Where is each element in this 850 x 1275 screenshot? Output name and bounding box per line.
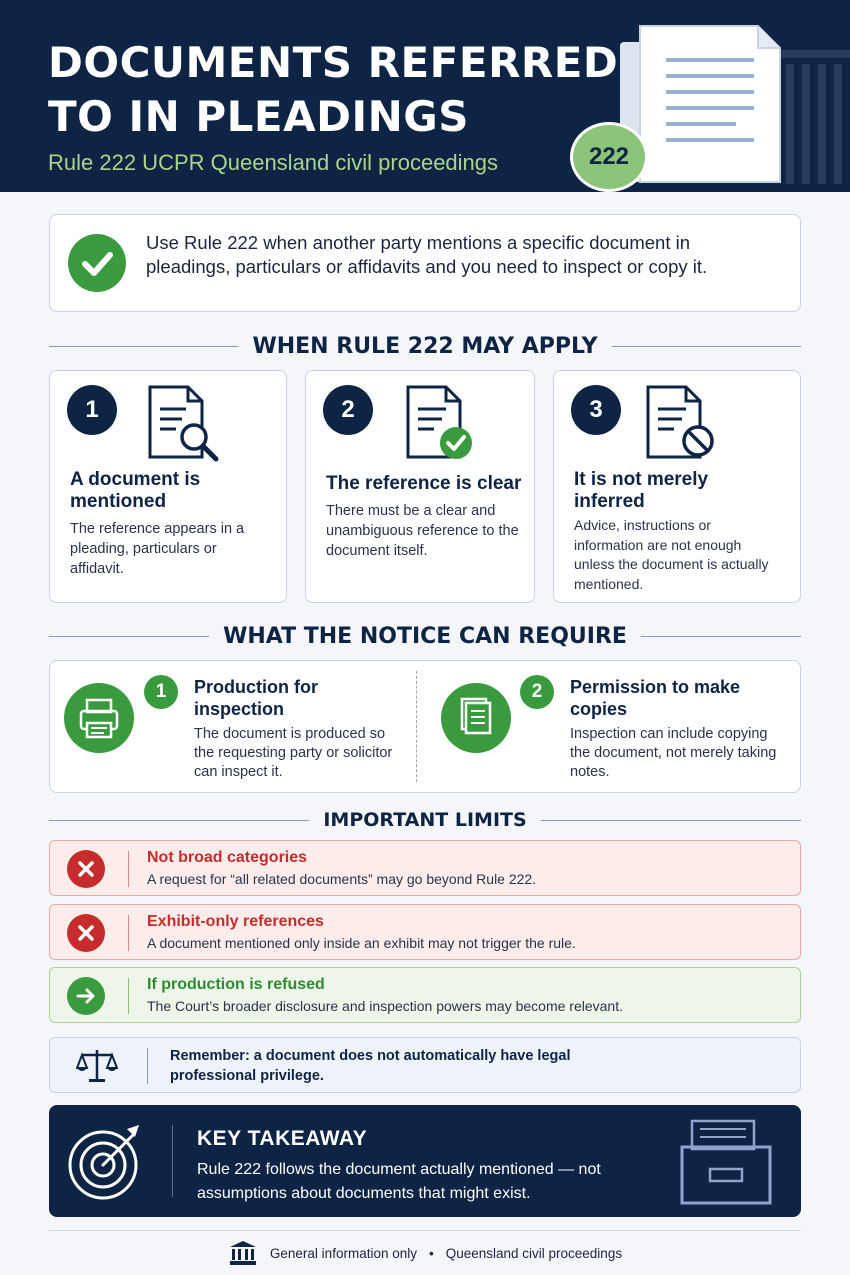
- footer-left-text: General information only: [269, 1245, 417, 1261]
- limit-item-2: [49, 904, 801, 960]
- notice-number-1: 1: [144, 675, 178, 709]
- card-number: 3: [571, 385, 621, 435]
- title-line-2: TO IN PLEADINGS: [48, 92, 469, 141]
- page-title: [48, 36, 618, 144]
- limit-title: Not broad categories: [147, 849, 308, 866]
- notice-title-2: Permission to make copies: [570, 677, 741, 719]
- card-desc: Advice, instructions or information are not enough unless the document is actually mentioned.: [574, 517, 769, 592]
- intro-box: [49, 214, 801, 312]
- limit-title: Exhibit-only references: [147, 913, 324, 930]
- limit-item-1: [49, 840, 801, 896]
- remember-box: [49, 1037, 801, 1093]
- header-banner: [0, 0, 850, 192]
- notice-box: [49, 660, 801, 793]
- notice-desc-1: The document is produced so the requesting party or solicitor can inspect it.: [194, 726, 393, 780]
- rule-badge: 222: [570, 122, 648, 192]
- when-card-2: [305, 370, 535, 603]
- card-title: A document is mentioned: [70, 469, 201, 512]
- footer: [0, 1238, 850, 1268]
- takeaway-text: Rule 222 follows the document actually mentioned — not assumptions about documents that might exist.: [197, 1161, 601, 1202]
- notice-heading-label: WHAT THE NOTICE CAN REQUIRE: [223, 623, 627, 649]
- key-takeaway-box: [49, 1105, 801, 1217]
- notice-section-heading: [49, 621, 801, 651]
- when-section-heading: [49, 331, 801, 361]
- card-desc: There must be a clear and unambiguous reference to the document itself.: [326, 503, 519, 559]
- page-subtitle: Rule 222 UCPR Queensland civil proceedings: [48, 150, 499, 175]
- scales-icon: [76, 1046, 118, 1086]
- notice-desc-2: Inspection can include copying the document, not merely taking notes.: [570, 726, 777, 780]
- card-desc: The reference appears in a pleading, particulars or affidavit.: [70, 521, 245, 577]
- target-icon: [65, 1121, 147, 1203]
- footer-divider: [49, 1230, 801, 1231]
- arrow-right-icon: [67, 977, 105, 1015]
- footer-right-text: Queensland civil proceedings: [445, 1245, 623, 1261]
- document-prohibited-icon: [642, 383, 722, 463]
- card-title: It is not merely inferred: [574, 469, 709, 512]
- limit-desc: A document mentioned only inside an exhibit may not trigger the rule.: [147, 935, 576, 951]
- title-line-1: DOCUMENTS REFERRED: [48, 38, 619, 87]
- limit-item-3: [49, 967, 801, 1023]
- courthouse-icon: [228, 1240, 258, 1266]
- when-card-1: [49, 370, 287, 603]
- card-number: 2: [323, 385, 373, 435]
- limits-heading-label: IMPORTANT LIMITS: [323, 809, 527, 831]
- takeaway-title: KEY TAKEAWAY: [197, 1127, 368, 1150]
- printer-icon: [64, 683, 134, 753]
- limits-section-heading: [49, 805, 801, 835]
- check-icon: [68, 234, 126, 292]
- limit-title: If production is refused: [147, 976, 325, 993]
- notice-divider: [416, 671, 417, 782]
- card-number: 1: [67, 385, 117, 435]
- document-search-icon: [142, 383, 222, 463]
- card-title: The reference is clear: [326, 473, 522, 494]
- pillars-decoration: [780, 50, 850, 190]
- notice-number-2: 2: [520, 675, 554, 709]
- file-cabinet-icon: [674, 1117, 778, 1207]
- footer-separator: •: [428, 1245, 434, 1261]
- remember-text: Remember: a document does not automatically have legal professional privilege.: [170, 1048, 571, 1084]
- copies-icon: [441, 683, 511, 753]
- limit-desc: A request for “all related documents” may go beyond Rule 222.: [147, 871, 537, 887]
- intro-text: Use Rule 222 when another party mentions a specific document in pleadings, particulars or affidavits and you need to inspect or copy it.: [146, 232, 708, 277]
- notice-title-1: Production for inspection: [194, 677, 318, 719]
- when-card-3: [553, 370, 801, 603]
- document-check-icon: [402, 383, 482, 463]
- x-icon: [67, 914, 105, 952]
- x-icon: [67, 850, 105, 888]
- when-heading-label: WHEN RULE 222 MAY APPLY: [252, 333, 598, 359]
- limit-desc: The Court’s broader disclosure and inspection powers may become relevant.: [147, 998, 623, 1014]
